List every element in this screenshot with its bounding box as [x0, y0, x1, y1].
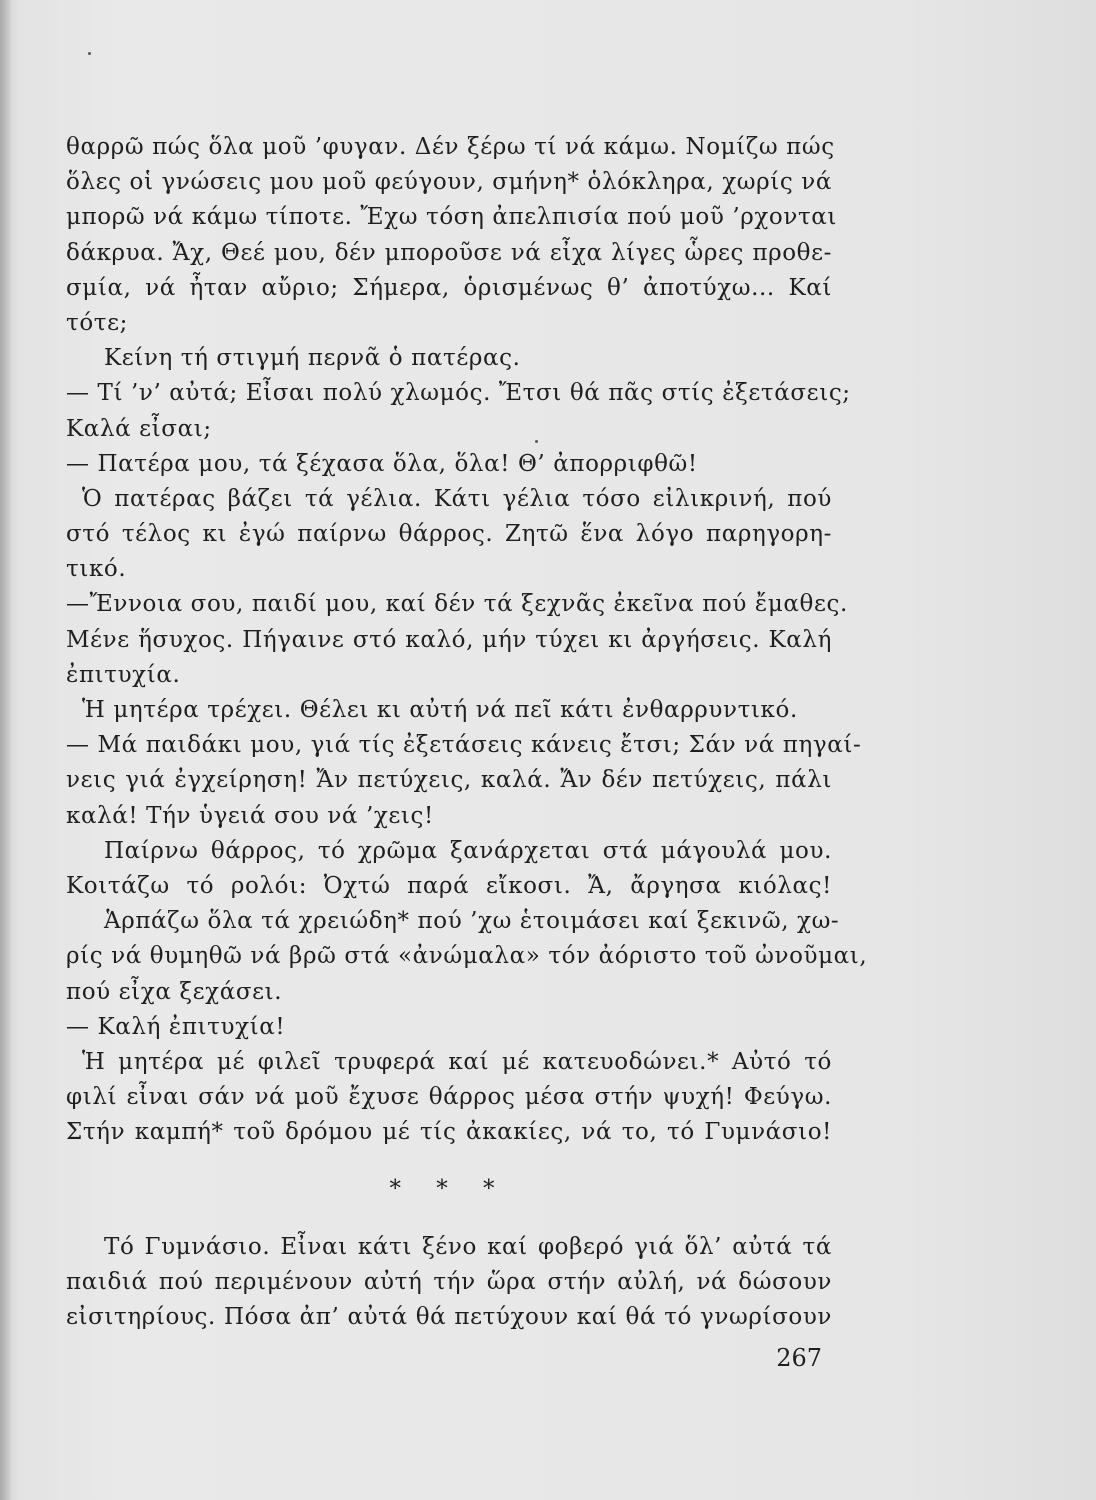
text-line: Κείνη τή στιγμή περνᾶ ὁ πατέρας.: [104, 345, 521, 372]
text-line: καλά! Τήν ὑγειά σου νά ’χεις!: [66, 802, 434, 829]
text-line: φιλί εἶναι σάν νά μοῦ ἔχυσε θάρρος μέσα στήν ψυχή! Φεύγω.: [66, 1084, 832, 1111]
text-line: ἐπιτυχία.: [66, 661, 181, 688]
text-line: τότε;: [66, 309, 128, 336]
text-line: Τό Γυμνάσιο. Εἶναι κάτι ξένο καί φοβερό γιά ὅλ’ αὐτά τά: [104, 1233, 832, 1260]
page-body: [66, 130, 868, 1335]
text-line: στό τέλος κι ἐγώ παίρνω θάρρος. Ζητῶ ἕνα λόγο παρηγορη-: [66, 521, 832, 548]
text-line: ὅλες οἱ γνώσεις μου μοῦ φεύγουν, σμήνη* ὁλόκληρα, χωρίς νά: [66, 169, 832, 196]
text-line: σμία, νά ἦταν αὔριο; Σήμερα, ὁρισμένως θ’ ἀποτύχω... Καί: [66, 274, 832, 301]
text-line: ρίς νά θυμηθῶ νά βρῶ στά «ἀνώμαλα» τόν ἀόριστο τοῦ ὠνοῦμαι,: [66, 943, 868, 970]
text-line: — Πατέρα μου, τά ξέχασα ὅλα, ὅλα! Θ’ ἀπορριφθῶ!: [66, 450, 698, 477]
text-line: — Μά παιδάκι μου, γιά τίς ἐξετάσεις κάνεις ἔτσι; Σάν νά πηγαί-: [66, 732, 862, 759]
text-line: Ἡ μητέρα μέ φιλεῖ τρυφερά καί μέ κατευοδώνει.* Αὐτό τό: [82, 1048, 832, 1075]
text-line: — Καλή ἐπιτυχία!: [66, 1013, 286, 1040]
text-line: εἰσιτηρίους. Πόσα ἀπ’ αὐτά θά πετύχουν καί θά τό γνωρίσουν: [66, 1304, 832, 1330]
text-line: τικό.: [66, 556, 127, 583]
page-number: 267: [776, 1344, 822, 1372]
text-line: Παίρνω θάρρος, τό χρῶμα ξανάρχεται στά μάγουλά μου.: [104, 837, 832, 864]
scan-speck: [88, 52, 91, 55]
scan-speck: [535, 440, 538, 443]
text-line: Καλά εἶσαι;: [66, 415, 212, 442]
text-line: — Τί ’ν’ αὐτά; Εἶσαι πολύ χλωμός. Ἔτσι θά πᾶς στίς ἐξετάσεις;: [66, 380, 851, 407]
text-line: Ὁ πατέρας βάζει τά γέλια. Κάτι γέλια τόσο εἰλικρινή, πού: [82, 485, 832, 512]
text-line: δάκρυα. Ἄχ, Θεέ μου, δέν μποροῦσε νά εἶχα λίγες ὧρες προθε-: [66, 239, 832, 266]
text-line: Ἡ μητέρα τρέχει. Θέλει κι αὐτή νά πεῖ κάτι ἐνθαρρυντικό.: [82, 697, 798, 723]
text-line: νεις γιά ἐγχείρηση! Ἄν πετύχεις, καλά. Ἄν δέν πετύχεις, πάλι: [66, 767, 832, 794]
text-line: —Ἔννοια σου, παιδί μου, καί δέν τά ξεχνᾶς ἐκεῖνα πού ἔμαθες.: [66, 591, 848, 618]
text-line: πού εἶχα ξεχάσει.: [66, 978, 283, 1005]
section-separator: * * *: [389, 1176, 509, 1203]
text-line: θαρρῶ πώς ὅλα μοῦ ’φυγαν. Δέν ξέρω τί νά κάμω. Νομίζω πώς: [66, 134, 835, 160]
text-line: Ἁρπάζω ὅλα τά χρειώδη* πού ’χω ἑτοιμάσει καί ξεκινῶ, χω-: [104, 908, 840, 935]
text-line: Κοιτάζω τό ρολόι: Ὀχτώ παρά εἴκοσι. Ἄ, ἄργησα κιόλας!: [66, 872, 832, 899]
page-edge-shadow: [0, 0, 12, 1500]
text-line: μπορῶ νά κάμω τίποτε. Ἔχω τόση ἀπελπισία πού μοῦ ’ρχονται: [66, 204, 838, 231]
text-line: παιδιά πού περιμένουν αὐτή τήν ὥρα στήν αὐλή, νά δώσουν: [66, 1268, 832, 1295]
text-line: Μένε ἥσυχος. Πήγαινε στό καλό, μήν τύχει κι ἀργήσεις. Καλή: [66, 626, 832, 653]
text-line: Στήν καμπή* τοῦ δρόμου μέ τίς ἀκακίες, νά το, τό Γυμνάσιο!: [66, 1119, 832, 1146]
